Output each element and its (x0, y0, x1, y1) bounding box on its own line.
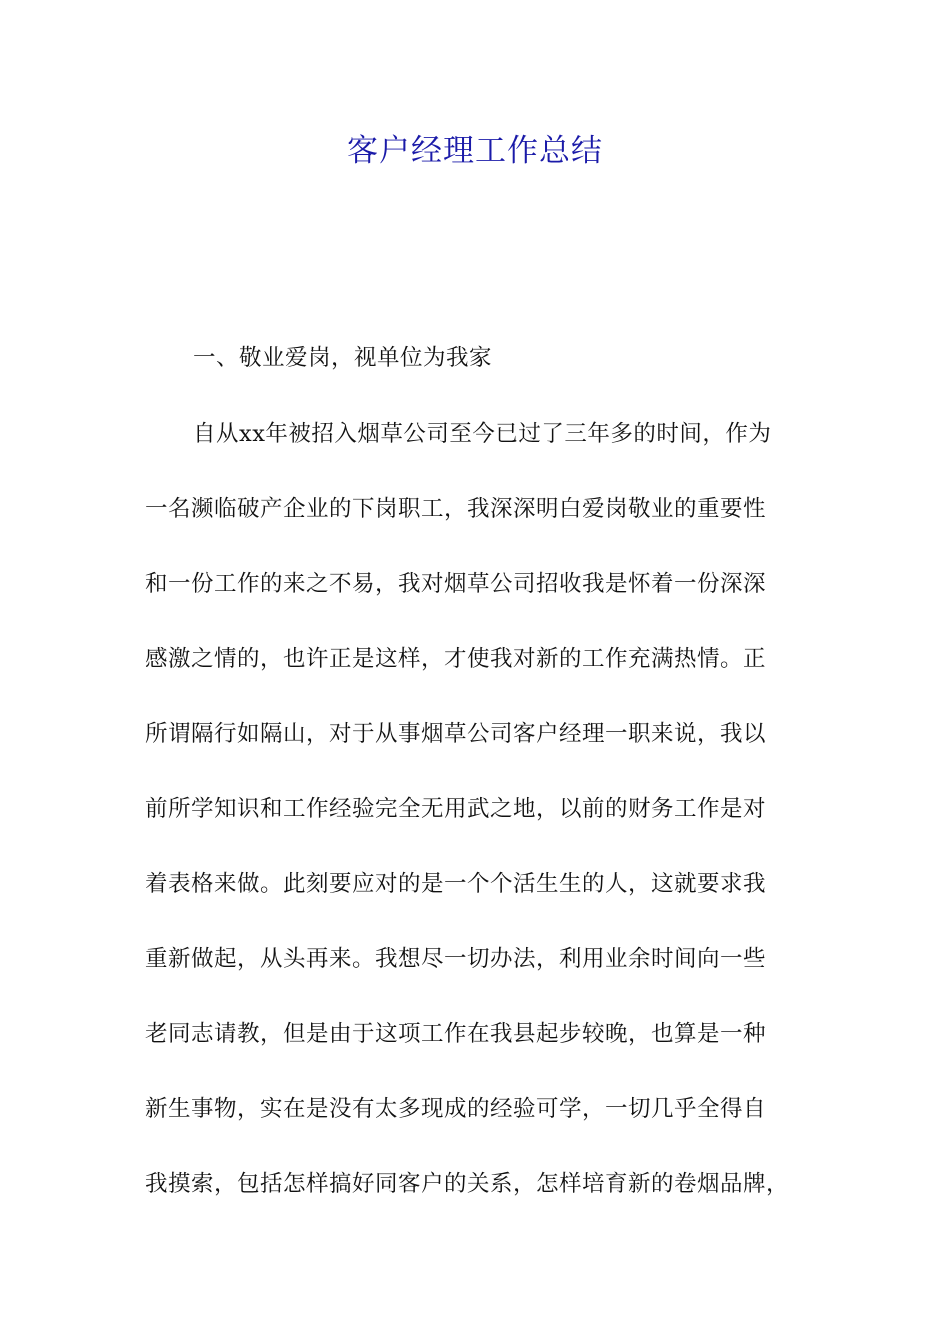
paragraph-line: 新生事物，实在是没有太多现成的经验可学，一切几乎全得自 (145, 1096, 767, 1122)
paragraph-line: 自从xx年被招入烟草公司至今已过了三年多的时间，作为 (193, 421, 772, 447)
paragraph-line: 所谓隔行如隔山，对于从事烟草公司客户经理一职来说，我以 (145, 721, 767, 747)
paragraph-line: 我摸索，包括怎样搞好同客户的关系，怎样培育新的卷烟品牌， (145, 1171, 790, 1197)
section-heading: 一、敬业爱岗，视单位为我家 (193, 345, 493, 371)
paragraph-line: 和一份工作的来之不易，我对烟草公司招收我是怀着一份深深 (145, 571, 767, 597)
paragraph-line: 着表格来做。此刻要应对的是一个个活生生的人，这就要求我 (145, 871, 767, 897)
paragraph-line: 重新做起，从头再来。我想尽一切办法，利用业余时间向一些 (145, 946, 767, 972)
document-title: 客户经理工作总结 (347, 133, 603, 169)
paragraph-line: 一名濒临破产企业的下岗职工，我深深明白爱岗敬业的重要性 (145, 496, 767, 522)
paragraph-line: 前所学知识和工作经验完全无用武之地，以前的财务工作是对 (145, 796, 767, 822)
paragraph-line: 感激之情的，也许正是这样，才使我对新的工作充满热情。正 (145, 646, 767, 672)
paragraph-line: 老同志请教，但是由于这项工作在我县起步较晚，也算是一种 (145, 1021, 767, 1047)
